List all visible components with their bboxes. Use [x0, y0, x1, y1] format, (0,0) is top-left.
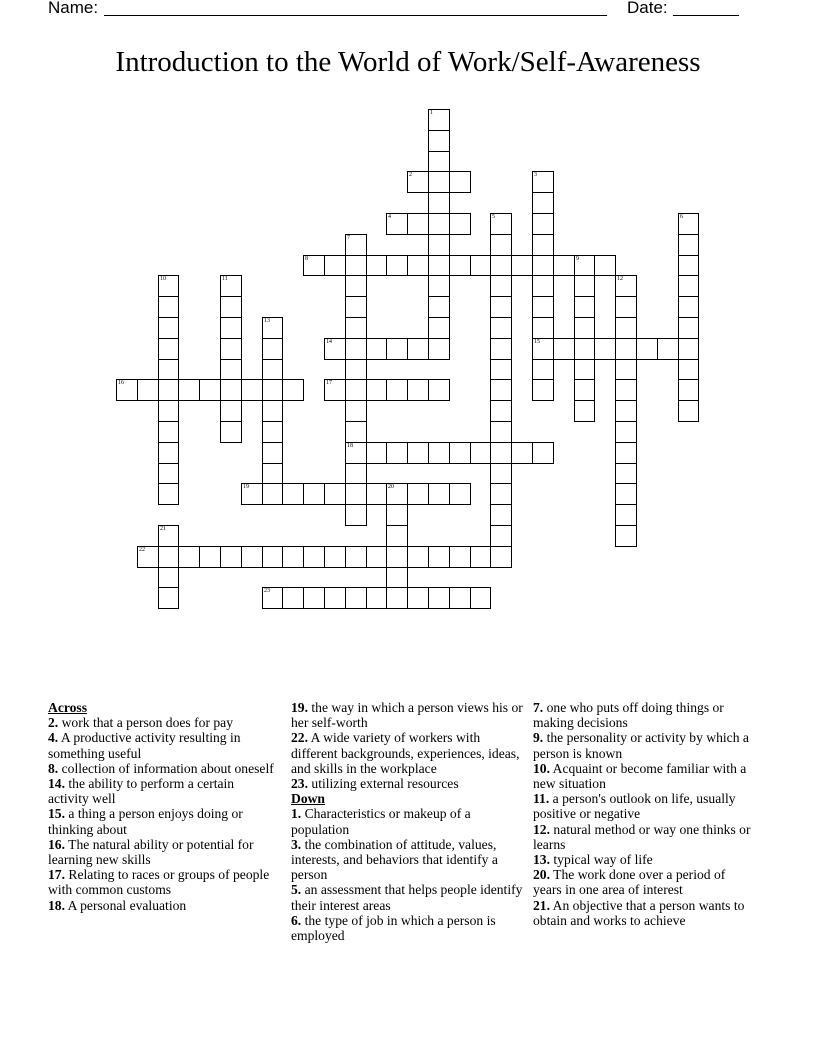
crossword-cell[interactable]: [490, 359, 512, 380]
clue-text: collection of information about oneself: [61, 760, 274, 776]
crossword-cell[interactable]: [220, 296, 242, 318]
crossword-cell[interactable]: [158, 442, 179, 464]
crossword-cell[interactable]: [490, 255, 512, 276]
crossword-cell[interactable]: [386, 379, 408, 401]
clue-down-1: [291, 806, 527, 836]
cell-number: 1: [430, 110, 433, 116]
clue-text: utilizing external resources: [311, 776, 459, 792]
cell-number: 2: [409, 172, 412, 178]
crossword-cell[interactable]: [220, 317, 242, 339]
clue-number: 17.: [48, 867, 65, 883]
crossword-cell[interactable]: [490, 338, 512, 360]
cell-number: 16: [118, 380, 124, 386]
cell-number: 20: [388, 484, 394, 490]
clues-column-3: [533, 700, 757, 928]
crossword-cell[interactable]: [158, 296, 179, 318]
crossword-cell[interactable]: [345, 421, 367, 443]
crossword-cell[interactable]: [532, 317, 554, 339]
cell-number: 9: [576, 256, 579, 262]
crossword-cell[interactable]: [220, 338, 242, 360]
crossword-cell[interactable]: [615, 463, 637, 484]
crossword-cell[interactable]: [345, 275, 367, 297]
cell-number: 18: [347, 443, 353, 449]
crossword-cell[interactable]: [678, 317, 699, 339]
crossword-cell[interactable]: [428, 296, 450, 318]
crossword-cell[interactable]: [532, 213, 554, 235]
crossword-cell[interactable]: [324, 255, 346, 276]
clue-text: typical way of life: [553, 852, 653, 868]
clue-down-20: [533, 867, 757, 897]
crossword-cell[interactable]: [532, 275, 554, 297]
clue-number: 11.: [533, 791, 550, 807]
clue-text: The work done over a period of years in one area of interest: [533, 867, 726, 898]
crossword-cell[interactable]: [158, 483, 179, 505]
crossword-cell[interactable]: [386, 587, 408, 609]
crossword-cell[interactable]: [345, 296, 367, 318]
crossword-cell[interactable]: [262, 546, 283, 568]
crossword-cell[interactable]: [532, 255, 554, 276]
crossword-cell[interactable]: [303, 483, 325, 505]
crossword-cell[interactable]: [532, 359, 554, 380]
crossword-cell[interactable]: [282, 546, 304, 568]
clue-down-7: [533, 700, 757, 730]
crossword-cell[interactable]: [532, 296, 554, 318]
down-heading: Down: [291, 791, 325, 807]
cell-number: 22: [139, 547, 145, 553]
crossword-cell[interactable]: [449, 546, 471, 568]
crossword-cell[interactable]: [490, 483, 512, 505]
clue-down-6: [291, 913, 527, 943]
crossword-cell[interactable]: [158, 421, 179, 443]
crossword-cell[interactable]: [490, 421, 512, 443]
clue-number: 2.: [48, 715, 59, 731]
crossword-cell[interactable]: [678, 234, 699, 256]
crossword-cell[interactable]: [428, 379, 450, 401]
crossword-cell[interactable]: [428, 275, 450, 297]
cell-number: 14: [326, 339, 332, 345]
clue-text: the type of job in which a person is employed: [291, 912, 496, 944]
clue-number: 8.: [48, 760, 59, 776]
crossword-cell[interactable]: [199, 546, 221, 568]
crossword-cell[interactable]: [490, 400, 512, 422]
crossword-cell[interactable]: [678, 275, 699, 297]
clue-across-16: [48, 837, 276, 867]
crossword-cell[interactable]: [158, 463, 179, 484]
clue-across-17: [48, 867, 276, 897]
cell-number: 23: [264, 588, 270, 594]
crossword-cell[interactable]: [241, 546, 263, 568]
crossword-cell[interactable]: [470, 587, 491, 609]
crossword-cell[interactable]: [574, 317, 595, 339]
clue-text: natural method or way one thinks or learns: [533, 821, 751, 852]
crossword-cell[interactable]: [490, 296, 512, 318]
crossword-cell[interactable]: [574, 275, 595, 297]
crossword-cell[interactable]: [449, 587, 471, 609]
clue-text: a thing a person enjoys doing or thinking about: [48, 806, 243, 837]
cell-number: 10: [160, 276, 166, 282]
crossword-cell[interactable]: [594, 255, 616, 276]
crossword-cell[interactable]: [490, 546, 512, 568]
crossword-cell[interactable]: [428, 338, 450, 360]
crossword-cell[interactable]: [345, 359, 367, 380]
crossword-cell[interactable]: [386, 567, 408, 588]
crossword-cell[interactable]: [594, 338, 616, 360]
crossword-cell[interactable]: [553, 255, 575, 276]
clue-text: a person's outlook on life, usually positive or negative: [533, 791, 736, 822]
cell-number: 19: [243, 484, 249, 490]
crossword-cell[interactable]: [178, 379, 200, 401]
crossword-cell[interactable]: [303, 587, 325, 609]
crossword-cell[interactable]: [303, 546, 325, 568]
crossword-cell[interactable]: [407, 379, 429, 401]
crossword-cell[interactable]: [636, 338, 658, 360]
cell-number: 21: [160, 526, 166, 532]
crossword-cell[interactable]: [428, 192, 450, 214]
crossword-cell[interactable]: [615, 483, 637, 505]
clue-text: The natural ability or potential for learning new skills: [48, 836, 254, 868]
crossword-cell[interactable]: [345, 504, 367, 526]
crossword-cell[interactable]: [220, 546, 242, 568]
crossword-cell[interactable]: [470, 442, 491, 464]
crossword-cell[interactable]: [282, 379, 304, 401]
clue-text: the personality or activity by which a person is known: [533, 730, 749, 761]
crossword-cell[interactable]: [366, 587, 387, 609]
crossword-cell[interactable]: [407, 255, 429, 276]
crossword-cell[interactable]: [470, 546, 491, 568]
crossword-cell[interactable]: [178, 546, 200, 568]
clue-across-4: [48, 730, 276, 760]
clue-across-8: [48, 761, 276, 776]
crossword-cell[interactable]: [615, 338, 637, 360]
clue-across-19: [291, 700, 527, 730]
crossword-cell[interactable]: [386, 504, 408, 526]
clue-number: 7.: [533, 700, 544, 715]
cell-number: 13: [264, 318, 270, 324]
crossword-cell[interactable]: [407, 546, 429, 568]
clue-number: 22.: [291, 730, 308, 746]
cell-number: 11: [222, 276, 228, 282]
crossword-cell[interactable]: [366, 379, 387, 401]
clue-down-10: [533, 761, 757, 791]
crossword-cell[interactable]: [366, 483, 387, 505]
crossword-cell[interactable]: [345, 546, 367, 568]
clue-text: an assessment that helps people identify their interest areas: [291, 882, 523, 913]
crossword-cell[interactable]: [490, 379, 512, 401]
clue-down-3: [291, 837, 527, 883]
crossword-cell[interactable]: [220, 400, 242, 422]
clue-number: 14.: [48, 776, 65, 792]
clue-number: 9.: [533, 730, 544, 746]
crossword-cell[interactable]: [345, 338, 367, 360]
crossword-cell[interactable]: [158, 567, 179, 588]
crossword-cell[interactable]: [428, 546, 450, 568]
clue-across-23: [291, 776, 527, 791]
clue-across-2: [48, 715, 276, 730]
crossword-cell[interactable]: [490, 525, 512, 547]
cell-number: 15: [534, 339, 540, 345]
crossword-cell[interactable]: [345, 483, 367, 505]
crossword-cell[interactable]: [428, 213, 450, 235]
crossword-cell[interactable]: [428, 255, 450, 276]
crossword-cell[interactable]: [324, 587, 346, 609]
crossword-cell[interactable]: [199, 379, 221, 401]
crossword-cell[interactable]: [490, 504, 512, 526]
crossword-cell[interactable]: [615, 442, 637, 464]
crossword-cell[interactable]: [220, 379, 242, 401]
crossword-cell[interactable]: [407, 442, 429, 464]
clue-text: A productive activity resulting in something useful: [48, 730, 241, 761]
clue-text: An objective that a person wants to obtain and works to achieve: [533, 897, 745, 928]
clue-across-22: [291, 730, 527, 776]
clue-number: 5.: [291, 882, 302, 898]
clue-number: 13.: [533, 852, 550, 868]
crossword-cell[interactable]: [574, 296, 595, 318]
crossword-cell[interactable]: [678, 338, 699, 360]
crossword-cell[interactable]: [407, 338, 429, 360]
clue-down-12: [533, 822, 757, 852]
crossword-cell[interactable]: [428, 151, 450, 172]
crossword-cell[interactable]: [407, 213, 429, 235]
crossword-cell[interactable]: [553, 338, 575, 360]
crossword-cell[interactable]: [449, 442, 471, 464]
clue-number: 18.: [48, 897, 65, 913]
crossword-cell[interactable]: [428, 317, 450, 339]
crossword-cell[interactable]: [345, 317, 367, 339]
crossword-cell[interactable]: [345, 255, 367, 276]
crossword-cell[interactable]: [428, 130, 450, 152]
crossword-cell[interactable]: [366, 255, 387, 276]
crossword-cell[interactable]: [158, 359, 179, 380]
clue-number: 23.: [291, 776, 308, 792]
clue-number: 15.: [48, 806, 65, 822]
crossword-cell[interactable]: [220, 359, 242, 380]
clue-down-5: [291, 882, 527, 912]
crossword-cell[interactable]: [574, 359, 595, 380]
crossword-cell[interactable]: [262, 359, 283, 380]
crossword-cell[interactable]: [324, 546, 346, 568]
crossword-cell[interactable]: [386, 546, 408, 568]
crossword-cell[interactable]: [345, 400, 367, 422]
crossword-cell[interactable]: [345, 587, 367, 609]
crossword-cell[interactable]: [366, 442, 387, 464]
crossword-cell[interactable]: [428, 234, 450, 256]
cell-number: 7: [347, 235, 350, 241]
crossword-cell[interactable]: [490, 442, 512, 464]
crossword-cell[interactable]: [428, 171, 450, 193]
clue-across-15: [48, 806, 276, 836]
clue-text: Characteristics or makeup of a population: [291, 806, 471, 837]
crossword-cell[interactable]: [345, 463, 367, 484]
crossword-cell[interactable]: [262, 483, 283, 505]
crossword-cell[interactable]: [615, 296, 637, 318]
clue-number: 12.: [533, 821, 550, 837]
clue-across-14: [48, 776, 276, 806]
clues-column-2: [291, 700, 527, 943]
crossword-cell[interactable]: [158, 379, 179, 401]
clue-number: 10.: [533, 760, 550, 776]
crossword-cell[interactable]: [324, 483, 346, 505]
crossword-cell[interactable]: [678, 379, 699, 401]
crossword-cell[interactable]: [615, 421, 637, 443]
crossword-cell[interactable]: [428, 587, 450, 609]
crossword-cell[interactable]: [615, 379, 637, 401]
clue-number: 16.: [48, 836, 65, 852]
crossword-cell[interactable]: [262, 442, 283, 464]
crossword-cell[interactable]: [449, 213, 471, 235]
clue-down-21: [533, 898, 757, 928]
crossword-cell[interactable]: [158, 317, 179, 339]
crossword-cell[interactable]: [345, 379, 367, 401]
cell-number: 12: [617, 276, 623, 282]
clue-down-9: [533, 730, 757, 760]
crossword-cell[interactable]: [366, 546, 387, 568]
cell-number: 6: [680, 214, 683, 220]
crossword-cell[interactable]: [678, 359, 699, 380]
clue-down-13: [533, 852, 757, 867]
cell-number: 5: [492, 214, 495, 220]
crossword-cell[interactable]: [532, 234, 554, 256]
crossword-cell[interactable]: [366, 338, 387, 360]
crossword-cell[interactable]: [574, 338, 595, 360]
crossword-cell[interactable]: [574, 379, 595, 401]
crossword-cell[interactable]: [615, 504, 637, 526]
crossword-cell[interactable]: [428, 442, 450, 464]
name-label: Name:: [48, 0, 99, 17]
crossword-cell[interactable]: [490, 463, 512, 484]
crossword-cell[interactable]: [678, 296, 699, 318]
crossword-cell[interactable]: [407, 587, 429, 609]
clue-number: 1.: [291, 806, 302, 822]
cell-number: 17: [326, 380, 332, 386]
clue-number: 4.: [48, 730, 59, 746]
crossword-cell[interactable]: [407, 483, 429, 505]
crossword-cell[interactable]: [532, 379, 554, 401]
crossword-cell[interactable]: [657, 338, 679, 360]
crossword-cell[interactable]: [158, 338, 179, 360]
clue-number: 6.: [291, 912, 302, 928]
crossword-cell[interactable]: [615, 400, 637, 422]
crossword-cell[interactable]: [490, 275, 512, 297]
crossword-cell[interactable]: [470, 255, 491, 276]
crossword-cell[interactable]: [511, 255, 533, 276]
crossword-cell[interactable]: [490, 317, 512, 339]
clue-number: 20.: [533, 867, 550, 883]
clue-down-11: [533, 791, 757, 821]
clues-column-1: [48, 700, 276, 913]
clue-text: the combination of attitude, values, interests, and behaviors that identify a person: [291, 836, 498, 883]
crossword-cell[interactable]: [574, 400, 595, 422]
clue-text: work that a person does for pay: [61, 715, 233, 731]
crossword-cell[interactable]: [158, 587, 179, 609]
crossword-cell[interactable]: [490, 234, 512, 256]
crossword-cell[interactable]: [386, 255, 408, 276]
crossword-cell[interactable]: [532, 192, 554, 214]
cell-number: 8: [305, 256, 308, 262]
crossword-cell[interactable]: [158, 400, 179, 422]
crossword-cell[interactable]: [282, 483, 304, 505]
crossword-cell[interactable]: [615, 359, 637, 380]
clue-text: Acquaint or become familiar with a new situation: [533, 760, 747, 792]
crossword-cell[interactable]: [428, 483, 450, 505]
crossword-cell[interactable]: [262, 421, 283, 443]
crossword-cell[interactable]: [386, 442, 408, 464]
clue-text: Relating to races or groups of people with common customs: [48, 867, 270, 898]
crossword-cell[interactable]: [220, 421, 242, 443]
crossword-cell[interactable]: [615, 317, 637, 339]
puzzle-title: Introduction to the World of Work/Self-Awareness: [115, 46, 701, 78]
clue-text: the way in which a person views his or her self-worth: [291, 700, 523, 731]
clue-text: A wide variety of workers with different backgrounds, experiences, ideas, and skills in the workplace: [291, 730, 520, 776]
crossword-cell[interactable]: [262, 379, 283, 401]
across-heading: Across: [48, 700, 88, 715]
clue-number: 19.: [291, 700, 308, 715]
cell-number: 3: [534, 172, 537, 178]
clue-text: the ability to perform a certain activity well: [48, 776, 235, 807]
crossword-cell[interactable]: [615, 525, 637, 547]
clue-text: A personal evaluation: [67, 897, 187, 913]
crossword-cell[interactable]: [678, 400, 699, 422]
crossword-cell[interactable]: [449, 483, 471, 505]
crossword-cell[interactable]: [262, 338, 283, 360]
clue-text: one who puts off doing things or making decisions: [533, 700, 724, 731]
date-label: Date:: [627, 0, 668, 17]
crossword-cell[interactable]: [678, 255, 699, 276]
crossword-cell[interactable]: [262, 463, 283, 484]
crossword-cell[interactable]: [532, 442, 554, 464]
crossword-cell[interactable]: [449, 255, 471, 276]
clue-number: 3.: [291, 836, 302, 852]
clue-across-18: [48, 898, 276, 913]
crossword-cell[interactable]: [449, 171, 471, 193]
crossword-cell[interactable]: [386, 338, 408, 360]
crossword-cell[interactable]: [158, 546, 179, 568]
clue-number: 21.: [533, 897, 550, 913]
crossword-cell[interactable]: [262, 400, 283, 422]
crossword-cell[interactable]: [241, 379, 263, 401]
crossword-cell[interactable]: [282, 587, 304, 609]
crossword-cell[interactable]: [137, 379, 159, 401]
cell-number: 4: [388, 214, 391, 220]
crossword-cell[interactable]: [386, 525, 408, 547]
crossword-cell[interactable]: [511, 442, 533, 464]
